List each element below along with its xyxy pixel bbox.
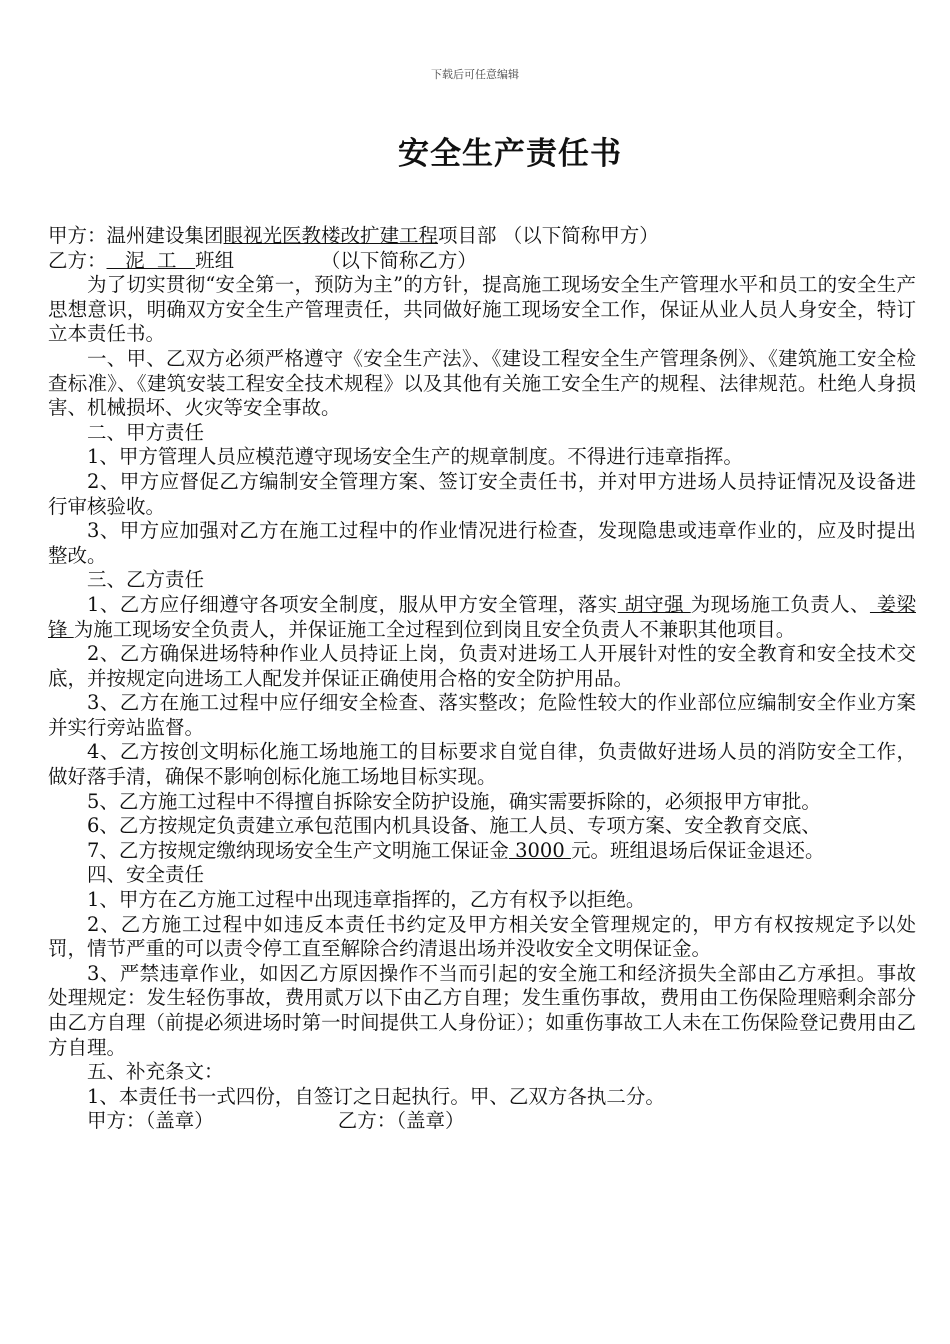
safety-leader-name: 姜梁锋 bbox=[48, 592, 916, 641]
item-text: 为施工现场安全负责人，并保证施工全过程到位到岗且安全负责人不兼职其他项目。 bbox=[73, 617, 796, 641]
team-name: 泥 工 bbox=[106, 248, 196, 272]
section-4-item: 1、甲方在乙方施工过程中出现违章指挥的，乙方有权予以拒绝。 bbox=[87, 888, 646, 912]
section-5-item: 1、本责任书一式四份，自签订之日起执行。甲、乙双方各执二分。 bbox=[87, 1084, 665, 1108]
section-2-item: 2、甲方应督促乙方编制安全管理方案、签订安全责任书，并对甲方进场人员持证情况及设备进行审核验收。 bbox=[48, 469, 916, 518]
party-a-line bbox=[48, 224, 916, 249]
document-title: 安全生产责任书 bbox=[398, 136, 622, 172]
deposit-amount: 3000 bbox=[508, 838, 571, 862]
header-note: 下载后可任意编辑 bbox=[431, 68, 519, 81]
item-text: 元。班组退场后保证金退还。 bbox=[570, 838, 825, 862]
party-b-prefix: 乙方： bbox=[48, 248, 107, 272]
document-body bbox=[48, 224, 916, 1134]
section-3-item bbox=[48, 593, 916, 642]
party-b-seal: 乙方：（盖章） bbox=[337, 1109, 465, 1133]
party-a-prefix: 甲方：温州建设集团 bbox=[48, 224, 224, 247]
section-3-item: 6、乙方按规定负责建立承包范围内机具设备、施工人员、专项方案、安全教育交底、 bbox=[87, 814, 821, 838]
section-2-heading: 二、甲方责任 bbox=[87, 420, 205, 444]
section-3-item bbox=[48, 839, 916, 864]
section-4-item: 3、严禁违章作业，如因乙方原因操作不当而引起的安全施工和经济损失全部由乙方承担。事故处理规定：发生轻伤事故，费用贰万以下由乙方自理；发生重伤事故，费用由工伤保险理赔剩余部分由乙方自理（前提必须进场时第一时间提供工人身份证）；如重伤事故工人未在工伤保险登记费用由乙方自理。 bbox=[48, 961, 916, 1059]
item-text: 1、乙方应仔细遵守各项安全制度，服从甲方安全管理，落实 bbox=[87, 592, 618, 616]
party-a-suffix: 项目部 （以下简称甲方） bbox=[438, 224, 659, 247]
party-a-seal: 甲方：（盖章） bbox=[87, 1109, 214, 1133]
section-5-heading: 五、补充条文： bbox=[87, 1060, 224, 1084]
section-2-item: 1、甲方管理人员应模范遵守现场安全生产的规章制度。不得进行违章指挥。 bbox=[87, 445, 743, 469]
section-3-item: 4、乙方按创文明标化施工场地施工的目标要求自觉自律，负责做好进场人员的消防安全工作，做好落手清，确保不影响创标化施工场地目标实现。 bbox=[48, 740, 916, 789]
signature-line bbox=[48, 1109, 916, 1134]
project-name: 眼视光医教楼改扩建工程 bbox=[223, 224, 439, 247]
item-text: 7、乙方按规定缴纳现场安全生产文明施工保证金 bbox=[87, 838, 509, 862]
intro-paragraph: 为了切实贯彻“安全第一，预防为主”的方针，提高施工现场安全生产管理水平和员工的安全生产思想意识，明确双方安全生产管理责任，共同做好施工现场安全工作，保证从业人员人身安全，特订立本责任书。 bbox=[48, 273, 916, 346]
site-leader-name: 胡守强 bbox=[617, 592, 691, 616]
section-3-item: 2、乙方确保进场特种作业人员持证上岗，负责对进场工人开展针对性的安全教育和安全技术交底，并按规定向进场工人配发并保证正确使用合格的安全防护用品。 bbox=[48, 642, 916, 690]
section-1-paragraph: 一、甲、乙双方必须严格遵守《安全生产法》、《建设工程安全生产管理条例》、《建筑施工安全检查标准》、《建筑安装工程安全技术规程》以及其他有关施工安全生产的规程、法律规范。杜绝人身损害、机械损坏、火灾等安全事故。 bbox=[48, 346, 916, 420]
section-4-item: 2、乙方施工过程中如违反本责任书约定及甲方相关安全管理规定的，甲方有权按规定予以处罚，情节严重的可以责令停工直至解除合约清退出场并没收安全文明保证金。 bbox=[48, 912, 916, 961]
party-b-line bbox=[48, 249, 916, 274]
section-3-item: 3、乙方在施工过程中应仔细安全检查、落实整改；危险性较大的作业部位应编制安全作业方案并实行旁站监督。 bbox=[48, 691, 916, 739]
section-2-item: 3、甲方应加强对乙方在施工过程中的作业情况进行检查，发现隐患或违章作业的，应及时提出整改。 bbox=[48, 519, 916, 567]
section-3-heading: 三、乙方责任 bbox=[87, 568, 205, 592]
item-text: 为现场施工负责人、 bbox=[690, 592, 870, 616]
section-4-heading: 四、安全责任 bbox=[87, 863, 205, 887]
section-3-item: 5、乙方施工过程中不得擅自拆除安全防护设施，确实需要拆除的，必须报甲方审批。 bbox=[87, 789, 821, 813]
party-b-suffix: 班组 （以下简称乙方） bbox=[195, 248, 477, 272]
